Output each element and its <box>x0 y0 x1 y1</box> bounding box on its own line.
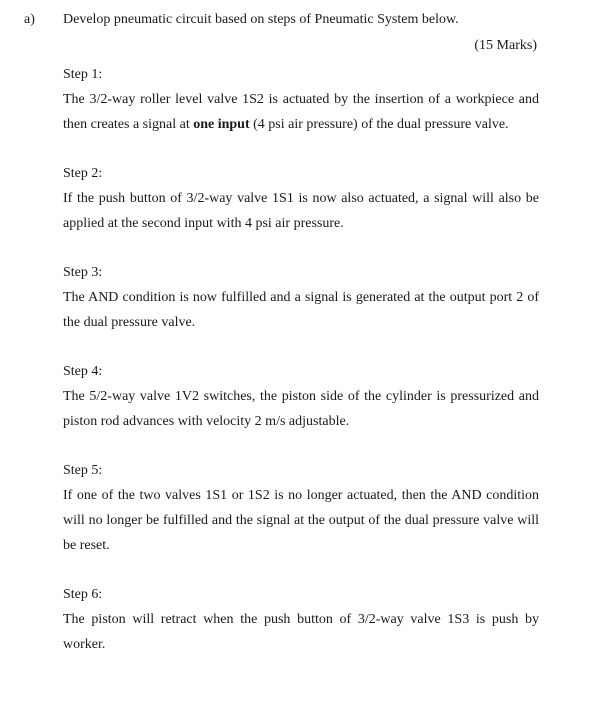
step-title: Step 6: <box>63 587 103 602</box>
step-text: If one of the two valves 1S1 or 1S2 is no longer actuated, then the AND condition will no longer be fulfilled and the signal at the output of the dual pressure valve will be reset. <box>63 488 539 553</box>
step-text-bold: one input <box>193 117 250 132</box>
step-6 <box>63 582 539 657</box>
step-title: Step 4: <box>63 364 103 379</box>
step-text-part: The 3/2-way roller level valve 1S2 is actuated by the insertion of a workpiece and then creates a signal at <box>63 92 539 132</box>
step-text: If the push button of 3/2-way valve 1S1 is now also actuated, a signal will also be applied at the second input with 4 psi air pressure. <box>63 191 539 231</box>
step-5 <box>63 458 539 558</box>
steps-list <box>63 62 539 681</box>
step-3 <box>63 260 539 335</box>
step-1 <box>63 62 539 137</box>
question-prompt: Develop pneumatic circuit based on steps of Pneumatic System below. <box>63 12 459 27</box>
step-title: Step 2: <box>63 166 103 181</box>
step-text: The 5/2-way valve 1V2 switches, the piston side of the cylinder is pressurized and piston rod advances with velocity 2 m/s adjustable. <box>63 389 539 429</box>
step-title: Step 1: <box>63 67 103 82</box>
step-text: The AND condition is now fulfilled and a signal is generated at the output port 2 of the dual pressure valve. <box>63 290 539 330</box>
step-2 <box>63 161 539 236</box>
marks-allocation: (15 Marks) <box>474 38 537 53</box>
question-label: a) <box>24 12 35 27</box>
step-text: The piston will retract when the push button of 3/2-way valve 1S3 is push by worker. <box>63 612 539 652</box>
step-title: Step 5: <box>63 463 103 478</box>
step-text <box>63 87 539 137</box>
step-4 <box>63 359 539 434</box>
step-title: Step 3: <box>63 265 103 280</box>
step-text-part: (4 psi air pressure) of the dual pressure valve. <box>249 117 509 132</box>
